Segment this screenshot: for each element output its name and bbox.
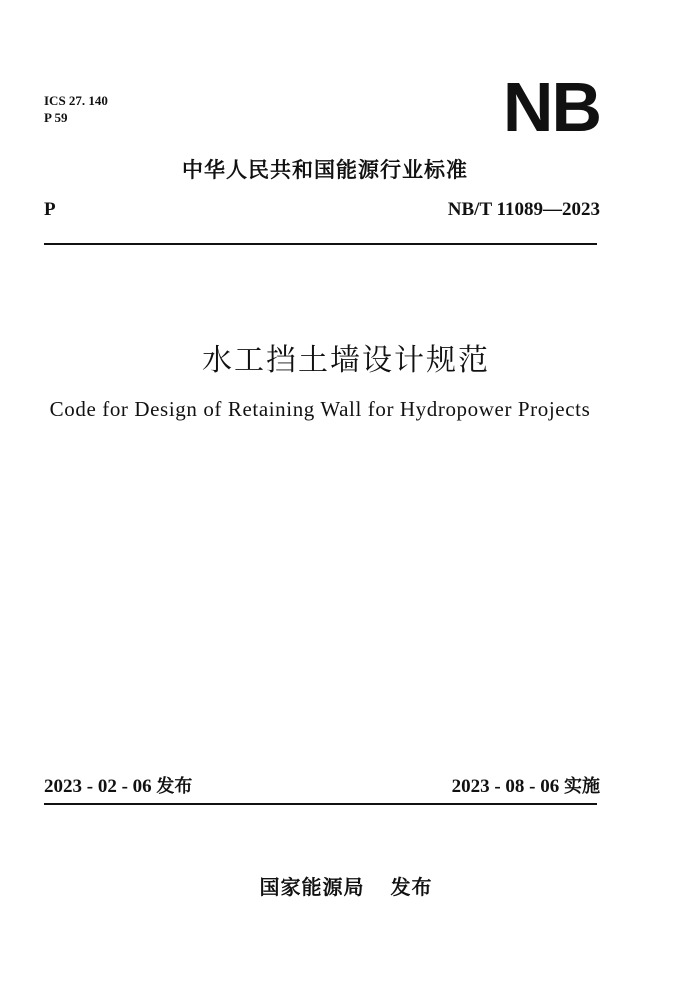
document-title-english: Code for Design of Retaining Wall for Hydropower Projects [49,397,591,421]
standard-code: NB/T 11089—2023 [447,199,600,220]
category-letter: P [44,199,56,220]
nb-logo: NB [502,68,600,146]
issued-date: 2023 - 02 - 06 [44,776,152,797]
publish-label: 发布 [390,875,433,899]
publisher-line [0,874,692,900]
classification-number: P 59 [44,110,68,125]
issued-label: 发布 [156,776,193,797]
ics-code-block [44,92,108,126]
effective-label: 实施 [564,776,600,797]
effective-date: 2023 - 08 - 06 [451,776,560,797]
standard-type-title: 中华人民共和国能源行业标准 [182,158,468,182]
document-title-chinese: 水工挡土墙设计规范 [202,343,490,378]
ics-number: ICS 27. 140 [44,93,108,108]
effective-date-block [452,775,600,799]
publisher-name: 国家能源局 [259,875,365,899]
issued-date-block [44,775,192,799]
bottom-divider [44,803,597,805]
top-divider [44,243,597,245]
